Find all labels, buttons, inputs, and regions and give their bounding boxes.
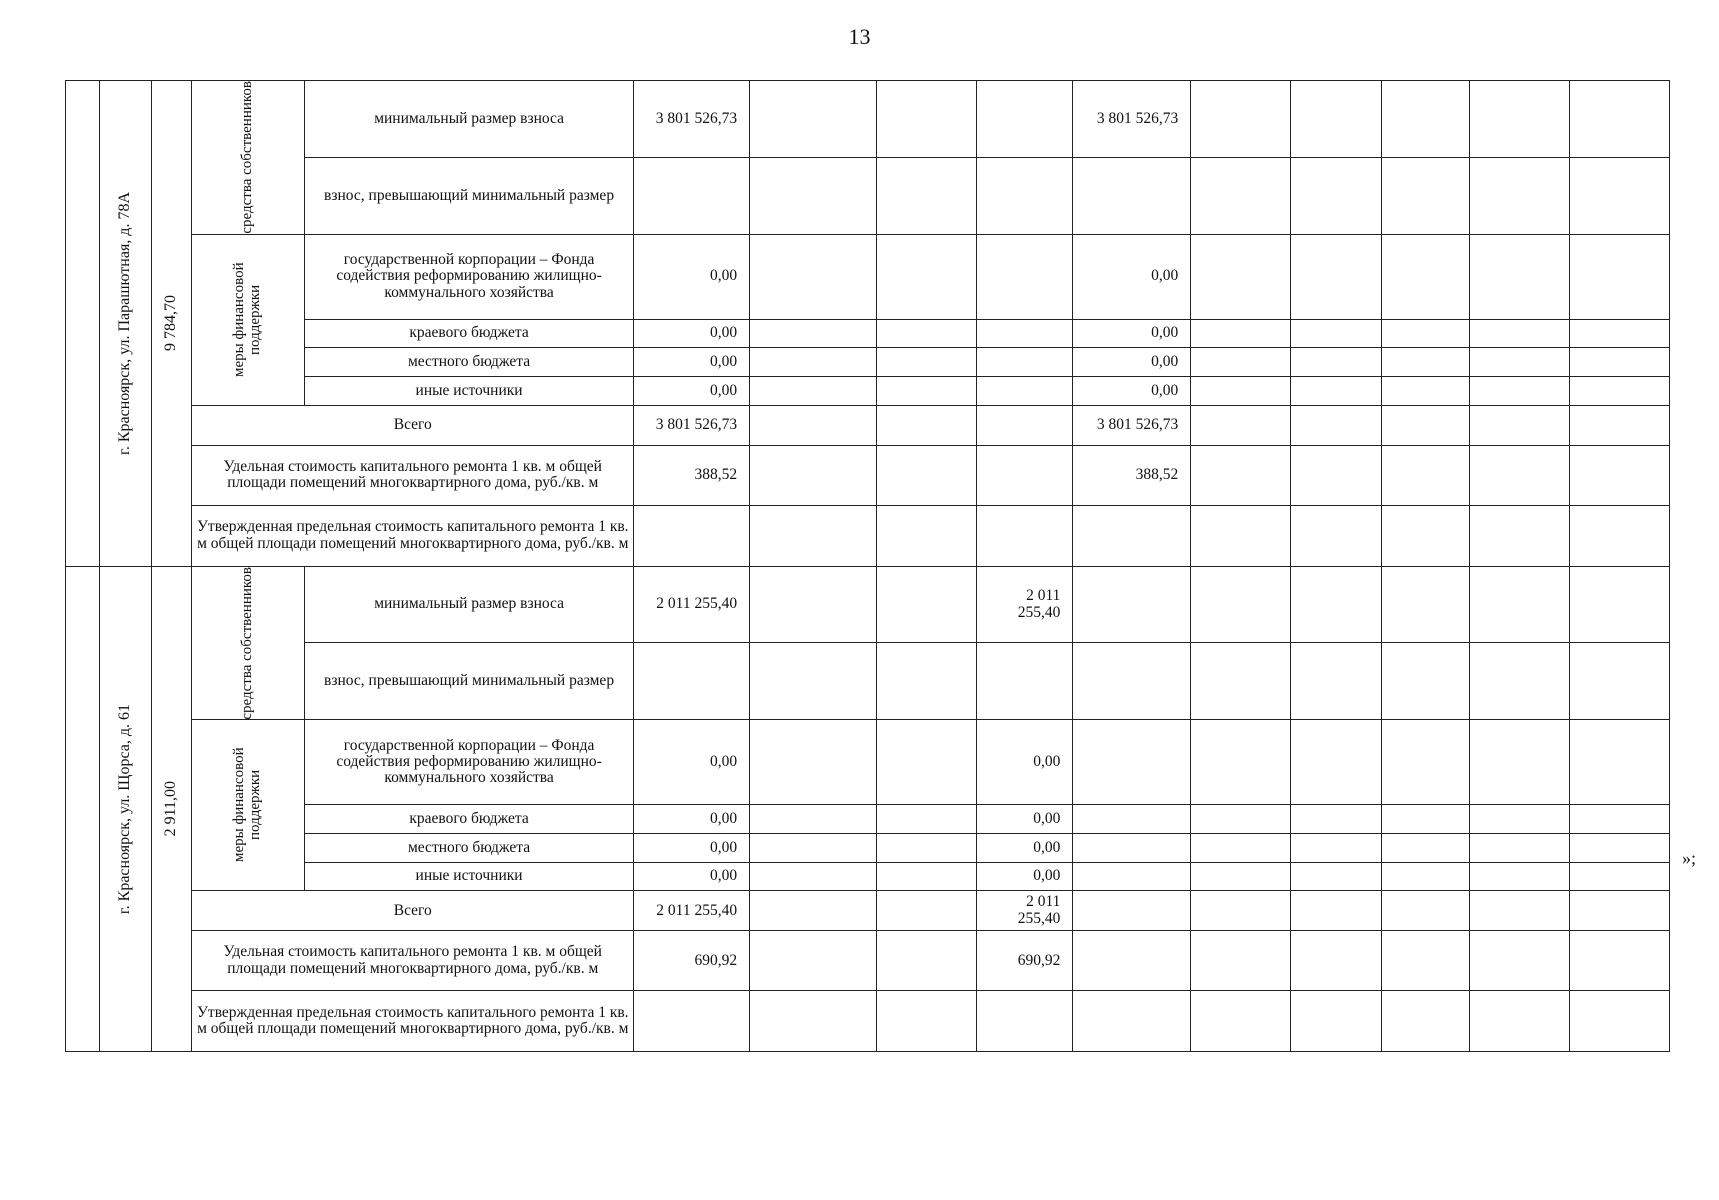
empty-cell bbox=[1469, 81, 1569, 158]
empty-cell bbox=[877, 405, 977, 445]
empty-cell bbox=[1469, 720, 1569, 805]
empty-cell bbox=[1291, 319, 1382, 348]
empty-cell bbox=[1291, 991, 1382, 1052]
excess-contribution-label: взнос, превышающий минимальный размер bbox=[304, 643, 634, 720]
area-cell bbox=[151, 81, 192, 567]
repair-cost-table bbox=[65, 80, 1670, 1052]
other-sources-label: иные источники bbox=[304, 376, 634, 405]
empty-cell bbox=[750, 805, 877, 834]
excess-contribution-label: взнос, превышающий минимальный размер bbox=[304, 157, 634, 234]
empty-cell bbox=[877, 931, 977, 991]
empty-cell bbox=[877, 505, 977, 566]
local-budget-label: местного бюджета bbox=[304, 348, 634, 377]
empty-cell bbox=[877, 348, 977, 377]
empty-cell bbox=[1291, 405, 1382, 445]
amount-cell: 0,00 bbox=[1073, 348, 1191, 377]
amount-cell: 0,00 bbox=[634, 833, 750, 862]
amount-cell: 0,00 bbox=[977, 720, 1073, 805]
empty-cell bbox=[1382, 505, 1470, 566]
empty-cell bbox=[1191, 405, 1291, 445]
empty-cell bbox=[1382, 862, 1470, 891]
empty-cell bbox=[1382, 234, 1470, 319]
empty-cell bbox=[1191, 720, 1291, 805]
empty-cell bbox=[1569, 445, 1669, 505]
empty-cell bbox=[1291, 505, 1382, 566]
empty-cell bbox=[1382, 376, 1470, 405]
empty-cell bbox=[750, 505, 877, 566]
unit-cost-label: Удельная стоимость капитального ремонта 1 кв. м общей площади помещений многоквартирного дома, руб./кв. м bbox=[192, 931, 634, 991]
empty-cell bbox=[750, 319, 877, 348]
amount-cell: 3 801 526,73 bbox=[1073, 81, 1191, 158]
empty-cell bbox=[1191, 566, 1291, 643]
empty-cell bbox=[634, 643, 750, 720]
regional-budget-label: краевого бюджета bbox=[304, 805, 634, 834]
total-label: Всего bbox=[192, 405, 634, 445]
fund-label: государственной корпорации – Фонда содействия реформированию жилищно-коммунального хозяйства bbox=[304, 234, 634, 319]
empty-cell bbox=[877, 991, 977, 1052]
empty-cell bbox=[1382, 348, 1470, 377]
empty-cell bbox=[877, 445, 977, 505]
owners-funds-label: средства собственников bbox=[239, 566, 256, 720]
empty-cell bbox=[1569, 81, 1669, 158]
empty-cell bbox=[877, 81, 977, 158]
empty-cell bbox=[1073, 991, 1191, 1052]
amount-cell: 0,00 bbox=[1073, 376, 1191, 405]
empty-cell bbox=[1469, 505, 1569, 566]
empty-cell bbox=[977, 991, 1073, 1052]
empty-cell bbox=[1469, 319, 1569, 348]
empty-cell bbox=[977, 405, 1073, 445]
empty-cell bbox=[634, 157, 750, 234]
empty-cell bbox=[877, 234, 977, 319]
unit-cost-label: Удельная стоимость капитального ремонта 1 кв. м общей площади помещений многоквартирного дома, руб./кв. м bbox=[192, 445, 634, 505]
empty-cell bbox=[1291, 891, 1382, 931]
empty-cell bbox=[1569, 319, 1669, 348]
empty-cell bbox=[1191, 931, 1291, 991]
empty-cell bbox=[1382, 643, 1470, 720]
empty-cell bbox=[1569, 376, 1669, 405]
empty-cell bbox=[1191, 81, 1291, 158]
empty-cell bbox=[877, 376, 977, 405]
empty-cell bbox=[1569, 833, 1669, 862]
amount-cell: 0,00 bbox=[634, 805, 750, 834]
empty-cell bbox=[750, 234, 877, 319]
empty-cell bbox=[1382, 720, 1470, 805]
empty-cell bbox=[1191, 643, 1291, 720]
empty-cell bbox=[1073, 643, 1191, 720]
empty-cell bbox=[1073, 720, 1191, 805]
empty-cell bbox=[1073, 566, 1191, 643]
empty-cell bbox=[877, 643, 977, 720]
empty-cell bbox=[1191, 891, 1291, 931]
empty-cell bbox=[877, 157, 977, 234]
area-value: 2 911,00 bbox=[161, 781, 179, 837]
empty-cell bbox=[1073, 157, 1191, 234]
empty-cell bbox=[1291, 643, 1382, 720]
empty-cell bbox=[1569, 805, 1669, 834]
financial-support-cell bbox=[192, 720, 305, 891]
empty-cell bbox=[1191, 505, 1291, 566]
empty-cell bbox=[1469, 405, 1569, 445]
empty-cell bbox=[1382, 405, 1470, 445]
empty-cell bbox=[1469, 376, 1569, 405]
empty-cell bbox=[1291, 720, 1382, 805]
empty-cell bbox=[750, 833, 877, 862]
amount-cell: 2 011 255,40 bbox=[634, 891, 750, 931]
empty-cell bbox=[1073, 505, 1191, 566]
empty-cell bbox=[877, 319, 977, 348]
empty-cell bbox=[1569, 862, 1669, 891]
page-number: 13 bbox=[848, 24, 871, 49]
empty-cell bbox=[1382, 991, 1470, 1052]
empty-cell bbox=[750, 348, 877, 377]
amount-cell: 690,92 bbox=[634, 931, 750, 991]
local-budget-label: местного бюджета bbox=[304, 833, 634, 862]
empty-cell bbox=[1191, 991, 1291, 1052]
empty-cell bbox=[1469, 157, 1569, 234]
empty-cell bbox=[1382, 931, 1470, 991]
empty-cell bbox=[1191, 157, 1291, 234]
amount-cell: 388,52 bbox=[634, 445, 750, 505]
empty-cell bbox=[750, 376, 877, 405]
empty-cell bbox=[977, 234, 1073, 319]
empty-cell bbox=[877, 862, 977, 891]
total-label: Всего bbox=[192, 891, 634, 931]
amount-cell: 2 011 255,40 bbox=[634, 566, 750, 643]
empty-cell bbox=[1073, 891, 1191, 931]
empty-cell bbox=[1382, 81, 1470, 158]
empty-cell bbox=[977, 445, 1073, 505]
empty-cell bbox=[1569, 157, 1669, 234]
empty-cell bbox=[1569, 348, 1669, 377]
empty-cell bbox=[1569, 891, 1669, 931]
empty-cell bbox=[1569, 405, 1669, 445]
owners-funds-cell bbox=[192, 81, 305, 235]
empty-cell bbox=[1291, 833, 1382, 862]
amount-cell: 388,52 bbox=[1073, 445, 1191, 505]
empty-cell bbox=[1469, 234, 1569, 319]
empty-cell bbox=[1469, 566, 1569, 643]
empty-cell bbox=[1291, 931, 1382, 991]
empty-cell bbox=[1291, 566, 1382, 643]
empty-cell bbox=[1569, 643, 1669, 720]
empty-cell bbox=[1382, 445, 1470, 505]
empty-cell bbox=[1291, 862, 1382, 891]
empty-cell bbox=[1382, 805, 1470, 834]
fund-label: государственной корпорации – Фонда содействия реформированию жилищно-коммунального хозяйства bbox=[304, 720, 634, 805]
empty-cell bbox=[634, 991, 750, 1052]
empty-cell bbox=[750, 931, 877, 991]
amount-cell: 3 801 526,73 bbox=[1073, 405, 1191, 445]
limit-cost-label: Утвержденная предельная стоимость капитального ремонта 1 кв. м общей площади помещений многоквартирного дома, руб./кв. м bbox=[192, 505, 634, 566]
empty-cell bbox=[1569, 931, 1669, 991]
empty-cell bbox=[750, 891, 877, 931]
row-number-cell bbox=[66, 566, 100, 1052]
closing-quote-mark: »; bbox=[1682, 848, 1697, 868]
amount-cell: 0,00 bbox=[634, 720, 750, 805]
empty-cell bbox=[1382, 157, 1470, 234]
address-label: г. Красноярск, ул. Парашютная, д. 78А bbox=[116, 191, 134, 455]
empty-cell bbox=[1291, 157, 1382, 234]
amount-cell: 0,00 bbox=[1073, 319, 1191, 348]
address-cell bbox=[100, 566, 151, 1052]
empty-cell bbox=[1191, 234, 1291, 319]
amount-cell: 0,00 bbox=[634, 862, 750, 891]
empty-cell bbox=[1191, 833, 1291, 862]
empty-cell bbox=[1073, 862, 1191, 891]
empty-cell bbox=[1382, 891, 1470, 931]
empty-cell bbox=[1073, 833, 1191, 862]
empty-cell bbox=[750, 643, 877, 720]
empty-cell bbox=[877, 805, 977, 834]
empty-cell bbox=[1569, 991, 1669, 1052]
empty-cell bbox=[1569, 505, 1669, 566]
area-value: 9 784,70 bbox=[161, 295, 179, 352]
empty-cell bbox=[877, 833, 977, 862]
empty-cell bbox=[977, 643, 1073, 720]
empty-cell bbox=[1191, 319, 1291, 348]
empty-cell bbox=[1291, 81, 1382, 158]
address-cell bbox=[100, 81, 151, 567]
empty-cell bbox=[1469, 643, 1569, 720]
empty-cell bbox=[1191, 348, 1291, 377]
financial-support-label: меры финансовой поддержки bbox=[231, 262, 263, 377]
empty-cell bbox=[977, 376, 1073, 405]
empty-cell bbox=[750, 566, 877, 643]
empty-cell bbox=[1291, 376, 1382, 405]
min-contribution-label: минимальный размер взноса bbox=[304, 81, 634, 158]
empty-cell bbox=[1569, 720, 1669, 805]
amount-cell: 0,00 bbox=[634, 348, 750, 377]
area-cell bbox=[151, 566, 192, 1052]
regional-budget-label: краевого бюджета bbox=[304, 319, 634, 348]
empty-cell bbox=[1469, 991, 1569, 1052]
empty-cell bbox=[750, 720, 877, 805]
empty-cell bbox=[1469, 833, 1569, 862]
amount-cell: 2 011 255,40 bbox=[977, 891, 1073, 931]
empty-cell bbox=[1469, 445, 1569, 505]
empty-cell bbox=[1073, 805, 1191, 834]
empty-cell bbox=[877, 720, 977, 805]
empty-cell bbox=[1382, 833, 1470, 862]
empty-cell bbox=[977, 319, 1073, 348]
empty-cell bbox=[1569, 234, 1669, 319]
amount-cell: 0,00 bbox=[977, 805, 1073, 834]
empty-cell bbox=[750, 991, 877, 1052]
empty-cell bbox=[750, 862, 877, 891]
financial-support-label: меры финансовой поддержки bbox=[231, 747, 263, 863]
empty-cell bbox=[1469, 348, 1569, 377]
amount-cell: 3 801 526,73 bbox=[634, 81, 750, 158]
empty-cell bbox=[1382, 566, 1470, 643]
empty-cell bbox=[1073, 931, 1191, 991]
amount-cell: 3 801 526,73 bbox=[634, 405, 750, 445]
empty-cell bbox=[1382, 319, 1470, 348]
empty-cell bbox=[1469, 891, 1569, 931]
amount-cell: 690,92 bbox=[977, 931, 1073, 991]
empty-cell bbox=[977, 81, 1073, 158]
financial-support-cell bbox=[192, 234, 305, 405]
address-label: г. Красноярск, ул. Щорса, д. 61 bbox=[116, 703, 134, 914]
other-sources-label: иные источники bbox=[304, 862, 634, 891]
empty-cell bbox=[1469, 805, 1569, 834]
empty-cell bbox=[1291, 445, 1382, 505]
empty-cell bbox=[1569, 566, 1669, 643]
empty-cell bbox=[1191, 445, 1291, 505]
empty-cell bbox=[877, 566, 977, 643]
empty-cell bbox=[1191, 862, 1291, 891]
empty-cell bbox=[1291, 234, 1382, 319]
empty-cell bbox=[750, 445, 877, 505]
empty-cell bbox=[877, 891, 977, 931]
amount-cell: 0,00 bbox=[634, 376, 750, 405]
empty-cell bbox=[1469, 862, 1569, 891]
row-number-cell bbox=[66, 81, 100, 567]
empty-cell bbox=[1291, 348, 1382, 377]
limit-cost-label: Утвержденная предельная стоимость капитального ремонта 1 кв. м общей площади помещений многоквартирного дома, руб./кв. м bbox=[192, 991, 634, 1052]
amount-cell: 2 011 255,40 bbox=[977, 566, 1073, 643]
empty-cell bbox=[977, 157, 1073, 234]
min-contribution-label: минимальный размер взноса bbox=[304, 566, 634, 643]
empty-cell bbox=[1291, 805, 1382, 834]
amount-cell: 0,00 bbox=[634, 234, 750, 319]
empty-cell bbox=[1469, 931, 1569, 991]
empty-cell bbox=[1191, 805, 1291, 834]
amount-cell: 0,00 bbox=[977, 862, 1073, 891]
amount-cell: 0,00 bbox=[634, 319, 750, 348]
owners-funds-label: средства собственников bbox=[239, 81, 256, 234]
empty-cell bbox=[977, 348, 1073, 377]
owners-funds-cell bbox=[192, 566, 305, 720]
empty-cell bbox=[750, 405, 877, 445]
empty-cell bbox=[1191, 376, 1291, 405]
empty-cell bbox=[634, 505, 750, 566]
empty-cell bbox=[750, 157, 877, 234]
empty-cell bbox=[750, 81, 877, 158]
amount-cell: 0,00 bbox=[1073, 234, 1191, 319]
amount-cell: 0,00 bbox=[977, 833, 1073, 862]
empty-cell bbox=[977, 505, 1073, 566]
